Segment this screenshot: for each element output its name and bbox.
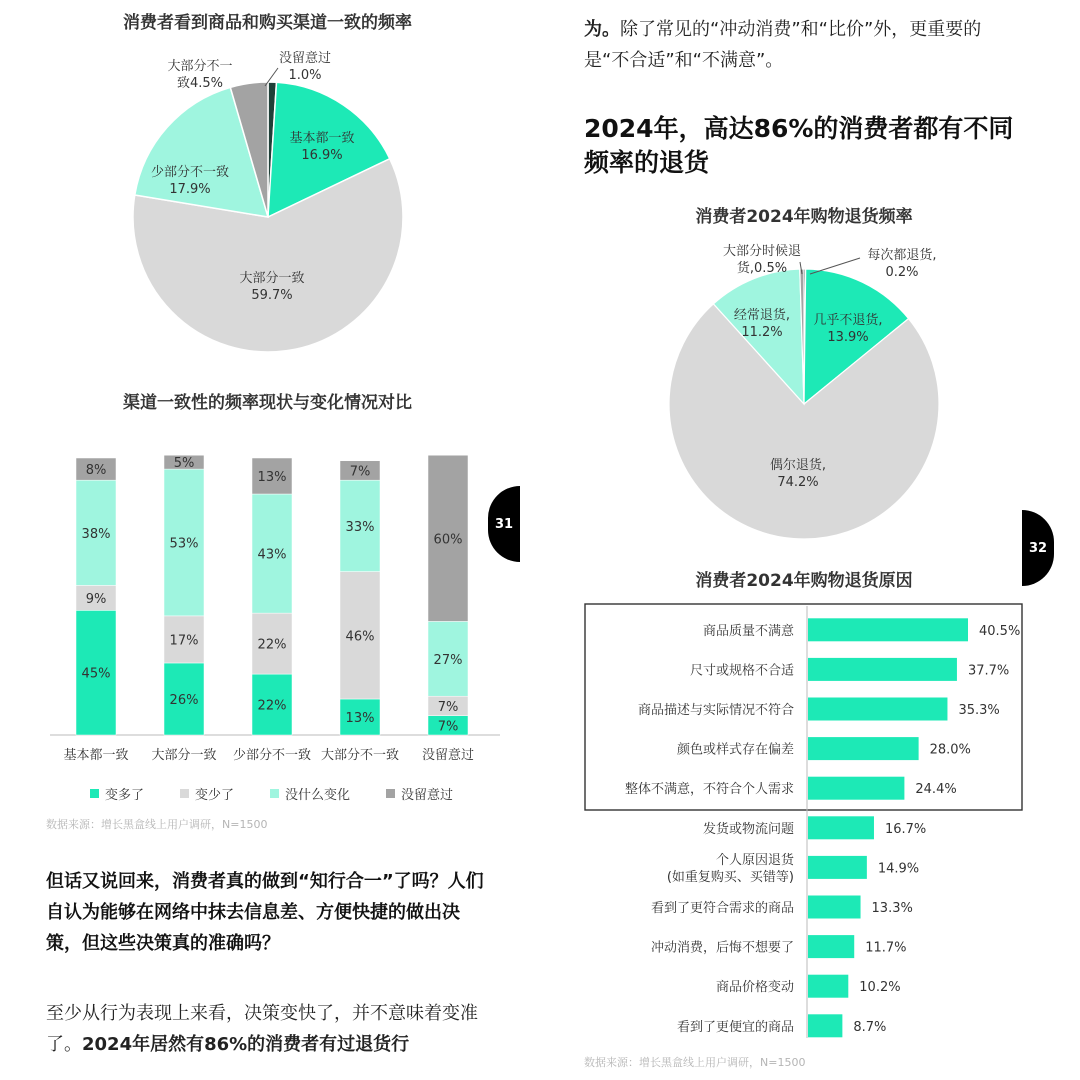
bar-value-label: 60% bbox=[433, 532, 463, 548]
reason-value-label: 28.0% bbox=[929, 742, 971, 758]
bar-value-label: 38% bbox=[81, 526, 111, 542]
reason-category-label: 商品描述与实际情况不符合 bbox=[637, 703, 794, 718]
change-stacked-bar-chart bbox=[40, 440, 510, 770]
return-frequency-pie-chart bbox=[664, 232, 944, 542]
reason-category-label: 看到了更符合需求的商品 bbox=[650, 901, 794, 916]
legend-swatch bbox=[386, 789, 395, 798]
left-paragraph-1: 但话又说回来，消费者真的做到“知行合一”了吗？人们自认为能够在网络中抹去信息差、方便快捷的做出决策，但这些决策真的准确吗？ bbox=[46, 871, 484, 954]
legend-swatch bbox=[270, 789, 279, 798]
return-reasons-bar-chart bbox=[584, 602, 1024, 1042]
page-number-right-text: 32 bbox=[1028, 540, 1048, 556]
slice-basically-consistent-label: 基本都一致 16.9% bbox=[289, 131, 355, 163]
bar-value-label: 9% bbox=[85, 591, 107, 607]
slice-mostly-consistent-label: 大部分一致 59.7% bbox=[239, 271, 305, 303]
reason-bar bbox=[808, 658, 957, 681]
slice-mostly-inconsistent-label: 大部分不一致4.5% bbox=[167, 59, 233, 91]
reason-category-label: 商品价格变动 bbox=[715, 980, 794, 996]
reason-bar bbox=[808, 737, 919, 760]
reason-value-label: 11.7% bbox=[865, 940, 907, 956]
legend-item bbox=[270, 784, 350, 803]
bar-value-label: 8% bbox=[85, 463, 107, 479]
reason-value-label: 24.4% bbox=[915, 782, 957, 798]
left-paragraph-2 bbox=[46, 998, 494, 1060]
legend-swatch bbox=[90, 789, 99, 798]
bar-value-label: 33% bbox=[345, 519, 375, 535]
slice-never-noticed-label: 没留意过 1.0% bbox=[278, 51, 332, 83]
bar1-title: 渠道一致性的频率现状与变化情况对比 bbox=[123, 393, 412, 413]
bar-value-label: 43% bbox=[257, 547, 287, 563]
bar-value-label: 13% bbox=[257, 470, 287, 486]
bar-value-label: 27% bbox=[433, 652, 463, 668]
bar-value-label: 53% bbox=[169, 536, 199, 552]
reason-category-label: 尺寸或规格不合适 bbox=[689, 663, 794, 679]
reason-category-label: 颜色或样式存在偏差 bbox=[676, 742, 794, 758]
x-tick-label: 大部分一致 bbox=[151, 748, 217, 763]
bar-value-label: 46% bbox=[345, 629, 375, 645]
bar1-legend bbox=[90, 784, 490, 803]
pie1-title: 消费者看到商品和购买渠道一致的频率 bbox=[123, 13, 412, 33]
bar-value-label: 45% bbox=[81, 666, 111, 682]
leader-line-always bbox=[810, 258, 860, 274]
reason-bar bbox=[808, 816, 874, 839]
reason-value-label: 14.9% bbox=[877, 861, 920, 877]
legend-label: 变少了 bbox=[195, 788, 235, 803]
reason-bar bbox=[808, 896, 861, 919]
reason-value-label: 13.3% bbox=[871, 901, 913, 916]
reason-category-label: 商品质量不满意 bbox=[702, 623, 794, 639]
reason-category-label: 个人原因退货(如重复购买、买错等) bbox=[666, 852, 794, 885]
reason-bar bbox=[808, 1014, 842, 1037]
reason-bar bbox=[808, 698, 947, 721]
slice-partly-inconsistent-label: 少部分不一致 17.9% bbox=[150, 165, 230, 197]
consistency-pie-chart bbox=[110, 50, 430, 370]
bar-value-label: 17% bbox=[169, 633, 199, 649]
bar-value-label: 7% bbox=[349, 464, 371, 480]
right-para-normal: 除了常见的“冲动消费”和“比价”外，更重要的是“不合适”和“不满意”。 bbox=[584, 19, 982, 71]
right-source: 数据来源：增长黑盒线上用户调研，N=1500 bbox=[584, 1056, 806, 1069]
reason-value-label: 10.2% bbox=[859, 980, 901, 996]
reason-bar bbox=[808, 777, 904, 800]
bar-value-label: 7% bbox=[437, 699, 459, 715]
slice-often-return-label: 经常退货, 11.2% bbox=[733, 308, 791, 340]
bar2-title: 消费者2024年购物退货原因 bbox=[695, 571, 913, 591]
reason-category-label: 冲动消费，后悔不想要了 bbox=[650, 940, 794, 956]
page-number-right bbox=[1022, 510, 1054, 586]
bar-value-label: 13% bbox=[345, 710, 375, 726]
slice-mostly-return-label: 大部分时候退货,0.5% bbox=[722, 244, 802, 276]
reason-bar bbox=[808, 975, 848, 998]
reason-bar bbox=[808, 618, 968, 641]
reason-value-label: 35.3% bbox=[958, 703, 1000, 718]
right-heading: 2024年，高达86%的消费者都有不同频率的退货 bbox=[584, 114, 1014, 177]
x-tick-label: 基本都一致 bbox=[63, 748, 129, 763]
legend-label: 变多了 bbox=[105, 788, 145, 803]
left-source: 数据来源：增长黑盒线上用户调研，N=1500 bbox=[46, 818, 268, 831]
right-paragraph-top bbox=[584, 14, 1024, 76]
legend-item bbox=[386, 784, 453, 803]
reason-value-label: 40.5% bbox=[979, 623, 1021, 639]
pie2-title: 消费者2024年购物退货频率 bbox=[695, 207, 913, 227]
slice-rarely-return-label: 几乎不退货, 13.9% bbox=[813, 313, 883, 345]
legend-item bbox=[180, 784, 234, 803]
reason-bar bbox=[808, 856, 867, 879]
bar-value-label: 7% bbox=[437, 719, 459, 735]
slice-occasionally-return-label: 偶尔退货, 74.2% bbox=[769, 458, 827, 490]
reason-category-label: 发货或物流问题 bbox=[702, 821, 794, 837]
slice-always-return-label: 每次都退货, 0.2% bbox=[867, 248, 937, 280]
reason-bar bbox=[808, 935, 854, 958]
right-para-bold: 为。 bbox=[584, 19, 620, 40]
para2-bold: 2024年居然有86%的消费者有过退货行 bbox=[82, 1034, 410, 1055]
reason-value-label: 16.7% bbox=[884, 821, 927, 837]
reason-value-label: 8.7% bbox=[853, 1019, 887, 1035]
legend-label: 没留意过 bbox=[401, 788, 454, 803]
para2-normal: 至少从行为表现上来看，决策变快了，并不意味着变准了。 bbox=[46, 1003, 478, 1055]
x-tick-label: 没留意过 bbox=[421, 748, 475, 763]
legend-swatch bbox=[180, 789, 189, 798]
legend-label: 没什么变化 bbox=[285, 788, 351, 803]
bar-value-label: 26% bbox=[169, 692, 199, 708]
reason-value-label: 37.7% bbox=[967, 663, 1010, 679]
bar-value-label: 22% bbox=[257, 698, 287, 714]
x-tick-label: 大部分不一致 bbox=[320, 748, 400, 763]
legend-item bbox=[90, 784, 144, 803]
reason-category-label: 看到了更便宜的商品 bbox=[676, 1019, 794, 1035]
bar-value-label: 22% bbox=[257, 637, 287, 653]
bar-value-label: 5% bbox=[173, 456, 195, 472]
page-number-left-text: 31 bbox=[494, 516, 514, 532]
reason-category-label: 整体不满意，不符合个人需求 bbox=[624, 782, 794, 798]
x-tick-label: 少部分不一致 bbox=[232, 748, 312, 763]
